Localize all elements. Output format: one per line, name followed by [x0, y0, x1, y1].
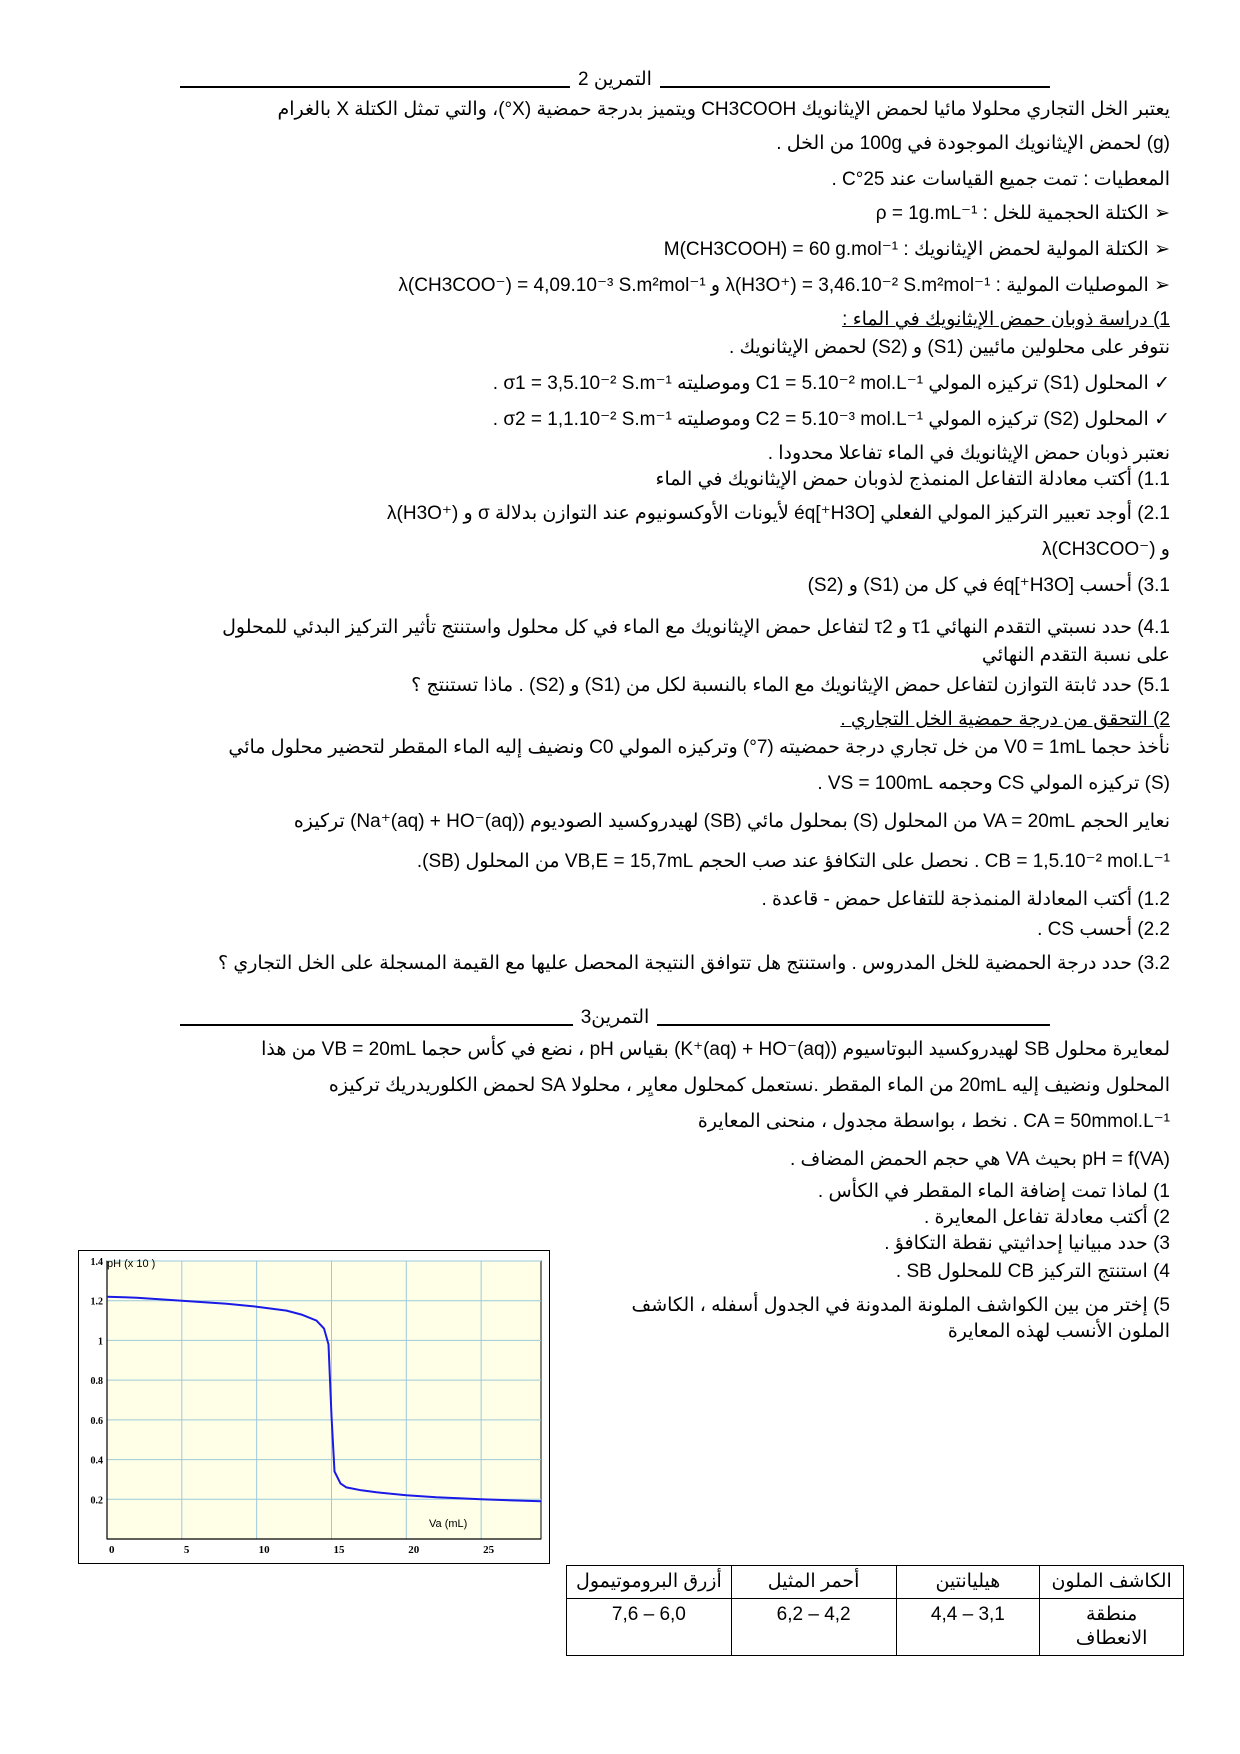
- conductivities-item: ➢ الموصليات المولية : λ(H3O⁺) = 3,46.10⁻² S.m²mol⁻¹ و λ(CH3COO⁻) = 4,09.10⁻³ S.m²mol⁻¹: [398, 275, 1170, 296]
- solution1-item: ✓ المحلول (S1) تركيزه المولي C1 = 5.10⁻² mol.L⁻¹ وموصليته σ1 = 3,5.10⁻² S.m⁻¹ .: [492, 373, 1170, 394]
- titration-chart-svg: [79, 1251, 549, 1563]
- part2-line3: نعاير الحجم VA = 20mL من المحلول (S) بمحلول مائي (SB) لهيدروكسيد الصوديوم (Na⁺(aq) + HO⁻(aq)) تركيزه: [293, 811, 1170, 832]
- y-tick-label: 0.2: [90, 1495, 103, 1507]
- y-axis-label: pH (x 10 ): [107, 1258, 156, 1270]
- y-tick-label: 0.6: [90, 1415, 103, 1427]
- y-tick-label: 1.2: [90, 1296, 103, 1308]
- question-2-2: 2.2) أحسب CS .: [1037, 919, 1170, 940]
- question-1-1: 1.1) أكتب معادلة التفاعل المنمذج لذوبان حمض الإيثانويك في الماء: [655, 469, 1170, 490]
- exercise2-title: التمرين 2: [578, 69, 652, 90]
- part2-line4: CB = 1,5.10⁻² mol.L⁻¹ . نحصل على التكافؤ عند صب الحجم VB,E = 15,7mL من المحلول (SB).: [416, 851, 1170, 872]
- y-tick-label: 0.8: [90, 1376, 103, 1388]
- title-rule-right: [660, 86, 1050, 88]
- ex3-question-2: 2) أكتب معادلة تفاعل المعايرة .: [923, 1207, 1170, 1228]
- solution2-item: ✓ المحلول (S2) تركيزه المولي C2 = 5.10⁻³ mol.L⁻¹ وموصليته σ2 = 1,1.10⁻² S.m⁻¹ .: [492, 409, 1170, 430]
- title-rule-left: [180, 86, 570, 88]
- intro-line1: يعتبر الخل التجاري محلولا مائيا لحمض الإيثانويك CH3COOH ويتميز بدرجة حمضية (X°)، والتي تمثل الكتلة X بالغرام: [277, 99, 1170, 120]
- density-item: ➢ الكتلة الحجمية للخل : ρ = 1g.mL⁻¹: [875, 203, 1170, 224]
- part2-line1: نأخذ حجما V0 = 1mL من خل تجاري درجة حمضيته (7°) وتركيزه المولي C0 ونضيف إليه الماء المقطر لتحضير محلول مائي: [228, 737, 1170, 758]
- data-header: المعطيات : تمت جميع القياسات عند 25°C .: [831, 169, 1170, 190]
- indicator-header-label: الكاشف الملون: [1040, 1566, 1184, 1599]
- x-axis-label: Va (mL): [429, 1518, 468, 1530]
- ex3-line3: CA = 50mmol.L⁻¹ . نخط ، بواسطة مجدول ، منحنى المعايرة: [697, 1111, 1170, 1132]
- plot-area: [107, 1261, 541, 1539]
- ex3-line4: pH = f(VA) بحيث VA هي حجم الحمض المضاف .: [789, 1149, 1170, 1170]
- x-tick-label: 5: [183, 1544, 190, 1556]
- chart-grid: [107, 1261, 541, 1539]
- ex3-question-4: 4) استنتج التركيز CB للمحلول SB .: [895, 1261, 1170, 1282]
- intro-line2: (g) لحمض الإيثانويك الموجودة في 100g من الخل .: [776, 133, 1170, 154]
- question-3-2: 3.2) حدد درجة الحمضية للخل المدروس . واستنتج هل تتوافق النتيجة المحصل عليها مع القيمة المسجلة على الخل التجاري ؟: [218, 953, 1170, 974]
- exercise3-title-row: [180, 1006, 1050, 1029]
- question-2-1-cont: و λ(CH3COO⁻): [1042, 539, 1170, 560]
- indicator-range: 4,2 – 6,2: [731, 1599, 896, 1656]
- x-tick-label: 10: [258, 1544, 270, 1556]
- indicator-name: أزرق البروموتيمول: [567, 1566, 732, 1599]
- assumption: نعتبر ذوبان حمض الإيثانويك في الماء تفاعلا محدودا .: [767, 443, 1170, 464]
- indicator-row-label: منطقة الانعطاف: [1040, 1599, 1184, 1656]
- part2-line2: (S) تركيزه المولي CS وحجمه VS = 100mL .: [817, 773, 1170, 794]
- question-5-1: 5.1) حدد ثابتة التوازن لتفاعل حمض الإيثانويك مع الماء بالنسبة لكل من (S1) و (S2) . ماذا تستنتج ؟: [411, 675, 1170, 696]
- ex3-question-5-cont: الملون الأنسب لهذه المعايرة: [947, 1321, 1170, 1342]
- exercise2-title-row: [180, 68, 1050, 91]
- part1-title: 1) دراسة ذوبان حمض الإيثانويك في الماء :: [842, 309, 1170, 330]
- ex3-question-1: 1) لماذا تمت إضافة الماء المقطر في الكأس .: [817, 1181, 1170, 1202]
- indicator-header-row: [567, 1566, 1184, 1599]
- titration-chart: [78, 1250, 550, 1564]
- question-4-1-cont: على نسبة التقدم النهائي: [981, 645, 1170, 666]
- x-tick-label: 0: [109, 1544, 115, 1556]
- indicator-table: [566, 1565, 1184, 1656]
- ex3-question-3: 3) حدد مبيانيا إحداثيتي نقطة التكافؤ .: [884, 1233, 1170, 1254]
- ex3-question-5: 5) إختر من بين الكواشف الملونة المدونة في الجدول أسفله ، الكاشف: [631, 1295, 1170, 1316]
- indicator-name: هيليانتين: [896, 1566, 1040, 1599]
- x-tick-label: 15: [333, 1544, 345, 1556]
- title-rule-left: [180, 1024, 573, 1026]
- part2-title: 2) التحقق من درجة حمضية الخل التجاري .: [840, 709, 1170, 730]
- ex3-line2: المحلول ونضيف إليه 20mL من الماء المقطر .نستعمل كمحلول معايِر ، محلولا SA لحمض الكلوريدريك تركيزه: [328, 1075, 1170, 1096]
- x-tick-label: 20: [408, 1544, 420, 1556]
- question-3-1: 3.1) أحسب [H3O⁺]éq في كل من (S1) و (S2): [807, 575, 1170, 596]
- indicator-range: 3,1 – 4,4: [896, 1599, 1040, 1656]
- part1-intro: نتوفر على محلولين مائيين (S1) و (S2) لحمض الإيثانويك .: [728, 337, 1170, 358]
- question-1-2: 1.2) أكتب المعادلة المنمذجة للتفاعل حمض - قاعدة .: [761, 889, 1170, 910]
- title-rule-right: [657, 1024, 1050, 1026]
- question-4-1: 4.1) حدد نسبتي التقدم النهائي τ1 و τ2 لتفاعل حمض الإيثانويك مع الماء في كل محلول واستنتج تأثير التركيز البدئي للمحلول: [222, 617, 1170, 638]
- indicator-range: 6,0 – 7,6: [567, 1599, 732, 1656]
- y-tick-label: 1: [98, 1336, 103, 1348]
- y-tick-label: 0.4: [90, 1455, 103, 1467]
- ex3-line1: لمعايرة محلول SB لهيدروكسيد البوتاسيوم (K⁺(aq) + HO⁻(aq)) بقياس pH ، نضع في كأس حجما VB = 20mL من هذا: [261, 1039, 1170, 1060]
- indicator-range-row: [567, 1599, 1184, 1656]
- molar-mass-item: ➢ الكتلة المولية لحمض الإيثانويك : M(CH3COOH) = 60 g.mol⁻¹: [663, 239, 1170, 260]
- question-2-1: 2.1) أوجد تعبير التركيز المولي الفعلي [H3O⁺]éq لأيونات الأوكسونيوم عند التوازن بدلالة σ و λ(H3O⁺): [387, 503, 1170, 524]
- indicator-name: أحمر المثيل: [731, 1566, 896, 1599]
- y-tick-label: 1.4: [90, 1257, 103, 1268]
- x-tick-label: 25: [483, 1544, 495, 1556]
- exercise3-title: التمرين3: [580, 1007, 650, 1028]
